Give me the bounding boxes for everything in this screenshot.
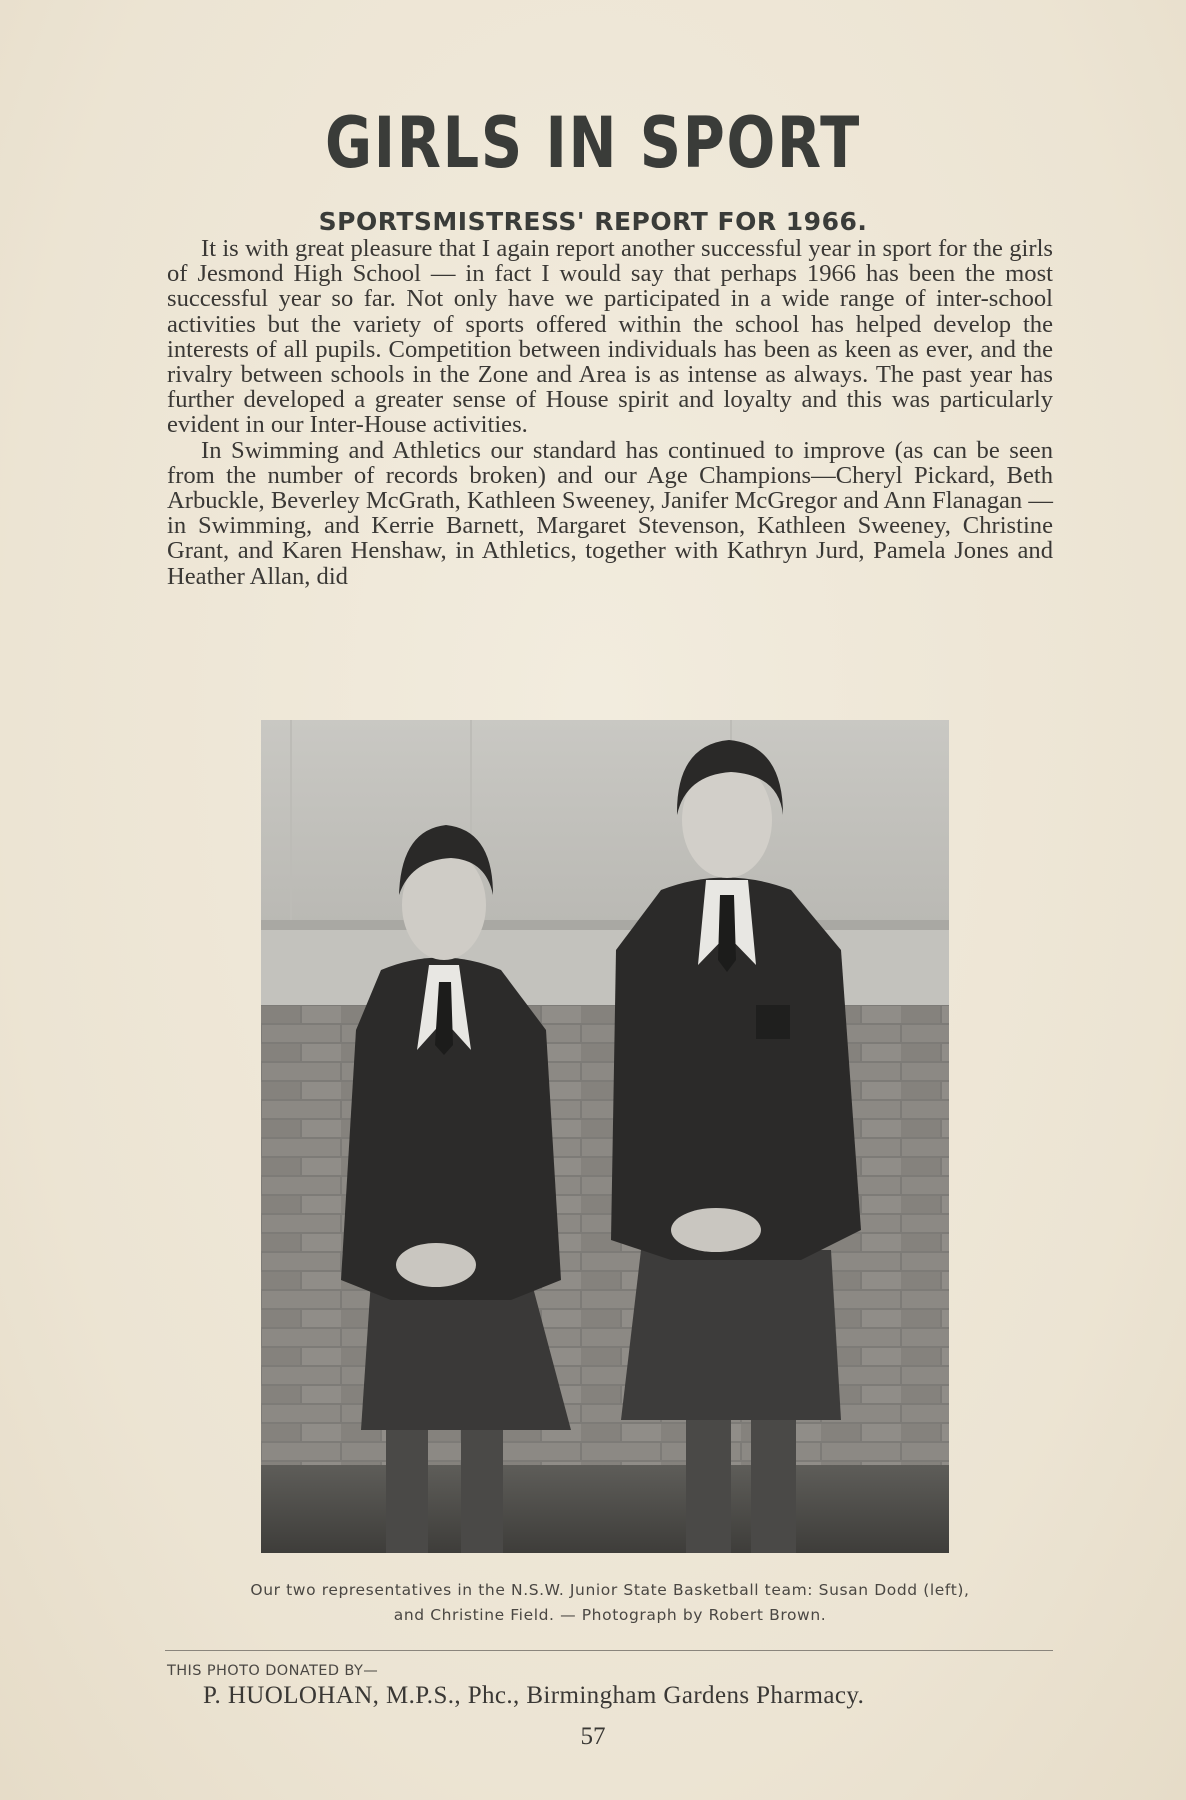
- caption-line: Our two representatives in the N.S.W. Junior State Basketball team: Susan Dodd (left),: [250, 1581, 970, 1599]
- page-number: 57: [580, 1723, 606, 1750]
- donor-name: P. HUOLOHAN, M.P.S., Phc., Birmingham Gardens Pharmacy.: [203, 1682, 865, 1709]
- report-subtitle: SPORTSMISTRESS' REPORT FOR 1966.: [318, 207, 868, 236]
- report-body: [167, 236, 1053, 589]
- caption-line: and Christine Field. — Photograph by Robert Brown.: [393, 1606, 827, 1624]
- donated-label: THIS PHOTO DONATED BY—: [167, 1663, 379, 1679]
- team-photo: [261, 720, 949, 1553]
- body-paragraph: In Swimming and Athletics our standard has continued to improve (as can be seen from the number of records broken) and our Age Champions—Cheryl Pickard, Beth Arbuckle, Beverley McGrath, Kathleen Sweeney, Janifer McGregor and Ann Flanagan — in Swimming, and Kerrie Barnett, Margaret Stevenson, Kathleen Sweeney, Christine Grant, and Karen Henshaw, in Athletics, together with Kathryn Jurd, Pamela Jones and Heather Allan, did: [167, 436, 1053, 590]
- page-title: GIRLS IN SPORT: [325, 102, 861, 184]
- body-paragraph: It is with great pleasure that I again report another successful year in sport for the girls of Jesmond High School — in fact I would say that perhaps 1966 has been the most successful year so far. Not only have we participated in a wide range of inter-school activities but the variety of sports offered within the school has helped develop the interests of all pupils. Competition between individuals has been as keen as ever, and the rivalry between schools in the Zone and Area is as intense as always. The past year has further developed a greater sense of House spirit and loyalty and this was particularly evident in our Inter-House activities.: [167, 235, 1053, 439]
- divider: [165, 1650, 1053, 1651]
- photo-caption: [150, 1578, 1070, 1628]
